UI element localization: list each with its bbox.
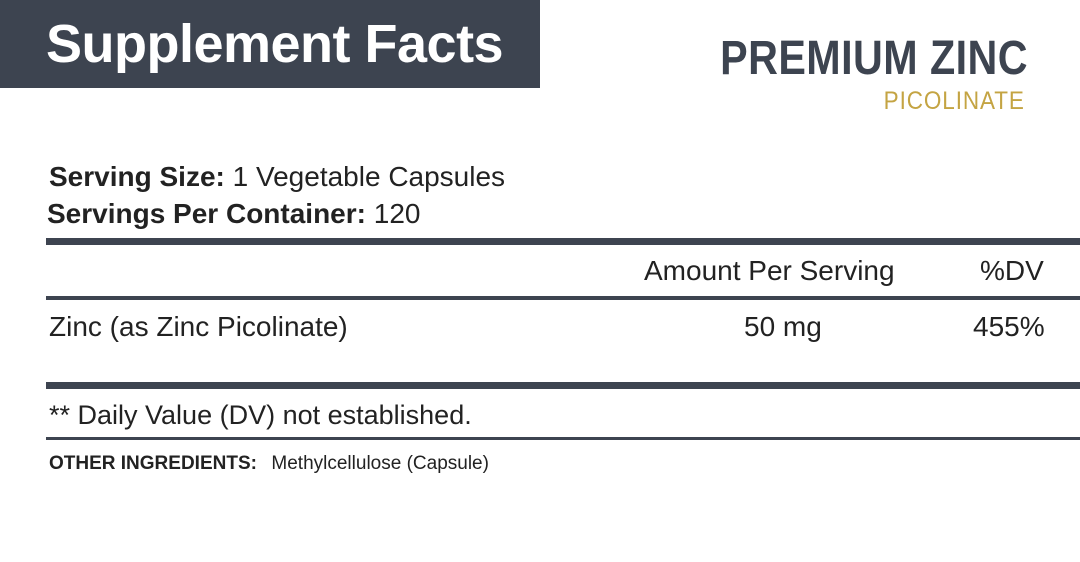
servings-per-container	[47, 197, 420, 231]
serving-size	[49, 160, 505, 194]
nutrient-dv: 455%	[973, 311, 1045, 342]
divider-thin	[46, 296, 1080, 300]
servings-per-container-label: Servings Per Container:	[47, 198, 366, 229]
serving-size-value: 1 Vegetable Capsules	[232, 161, 506, 192]
title-banner	[0, 0, 540, 88]
servings-per-container-value: 120	[373, 198, 421, 229]
product-subtitle: PICOLINATE	[883, 87, 1025, 115]
other-ingredients-value: Methylcellulose (Capsule)	[271, 453, 489, 474]
divider-thick	[46, 382, 1080, 389]
divider-thin	[46, 437, 1080, 440]
other-ingredients	[49, 452, 489, 477]
footnote: ** Daily Value (DV) not established.	[49, 400, 472, 430]
column-header-dv: %DV	[980, 255, 1044, 286]
serving-size-label: Serving Size:	[49, 161, 225, 192]
nutrient-name: Zinc (as Zinc Picolinate)	[49, 311, 348, 342]
divider-thick	[46, 238, 1080, 245]
nutrient-amount: 50 mg	[744, 311, 822, 342]
column-header-amount: Amount Per Serving	[644, 255, 895, 286]
product-name: PREMIUM ZINC	[720, 32, 1028, 85]
other-ingredients-label: OTHER INGREDIENTS:	[49, 453, 257, 474]
panel-title: Supplement Facts	[46, 14, 504, 74]
